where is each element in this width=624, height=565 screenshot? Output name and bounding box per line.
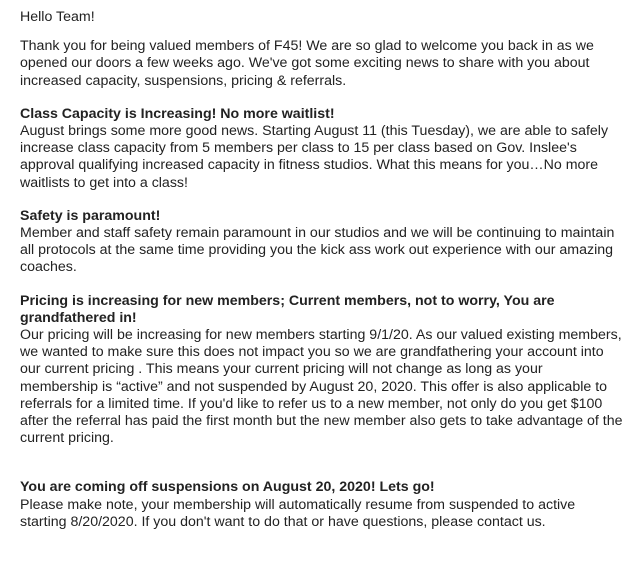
section-safety xyxy=(20,208,624,277)
section-heading: Class Capacity is Increasing! No more waitlist! xyxy=(20,105,335,122)
section-body: Member and staff safety remain paramount in our studios and we will be continuing to maintain all protocols at the same time providing you the kick ass work out experience with our amazing coaches. xyxy=(20,225,615,276)
section-heading: You are coming off suspensions on August 20, 2020! Lets go! xyxy=(20,479,435,496)
section-body: Our pricing will be increasing for new members starting 9/1/20. As our valued existing members, we wanted to make sure this does not impact you so we are grandfathering your account into our current pricing . This means your current pricing will not change as long as your membership is “active” and not suspended by August 20, 2020. This offer is also applicable to referrals for a limited time. If you'd like to refer us to a new member, not only do you get $100 after the referral has paid the first month but the new member also gets to take advantage of the current pricing. xyxy=(20,327,623,447)
section-suspensions xyxy=(20,479,624,531)
section-class-capacity xyxy=(20,106,624,192)
section-body: Please make note, your membership will automatically resume from suspended to active starting 8/20/2020. If you don't want to do that or have questions, please contact us. xyxy=(20,496,576,530)
greeting: Hello Team! xyxy=(20,9,95,25)
intro-paragraph: Thank you for being valued members of F45! We are so glad to welcome you back in as we opened our doors a few weeks ago. We've got some exciting news to share with you about increased capacity, suspensions, pricing & referrals. xyxy=(20,38,594,89)
section-body: August brings some more good news. Starting August 11 (this Tuesday), we are able to safely increase class capacity from 5 members per class to 15 per class based on Gov. Inslee's approval qualifying increased capacity in fitness studios. What this means for you…No more waitlists to get into a class! xyxy=(20,123,609,191)
section-heading: Safety is paramount! xyxy=(20,207,161,224)
section-pricing xyxy=(20,293,624,448)
section-heading: Pricing is increasing for new members; Current members, not to worry, You are grandfathered in! xyxy=(20,292,555,326)
